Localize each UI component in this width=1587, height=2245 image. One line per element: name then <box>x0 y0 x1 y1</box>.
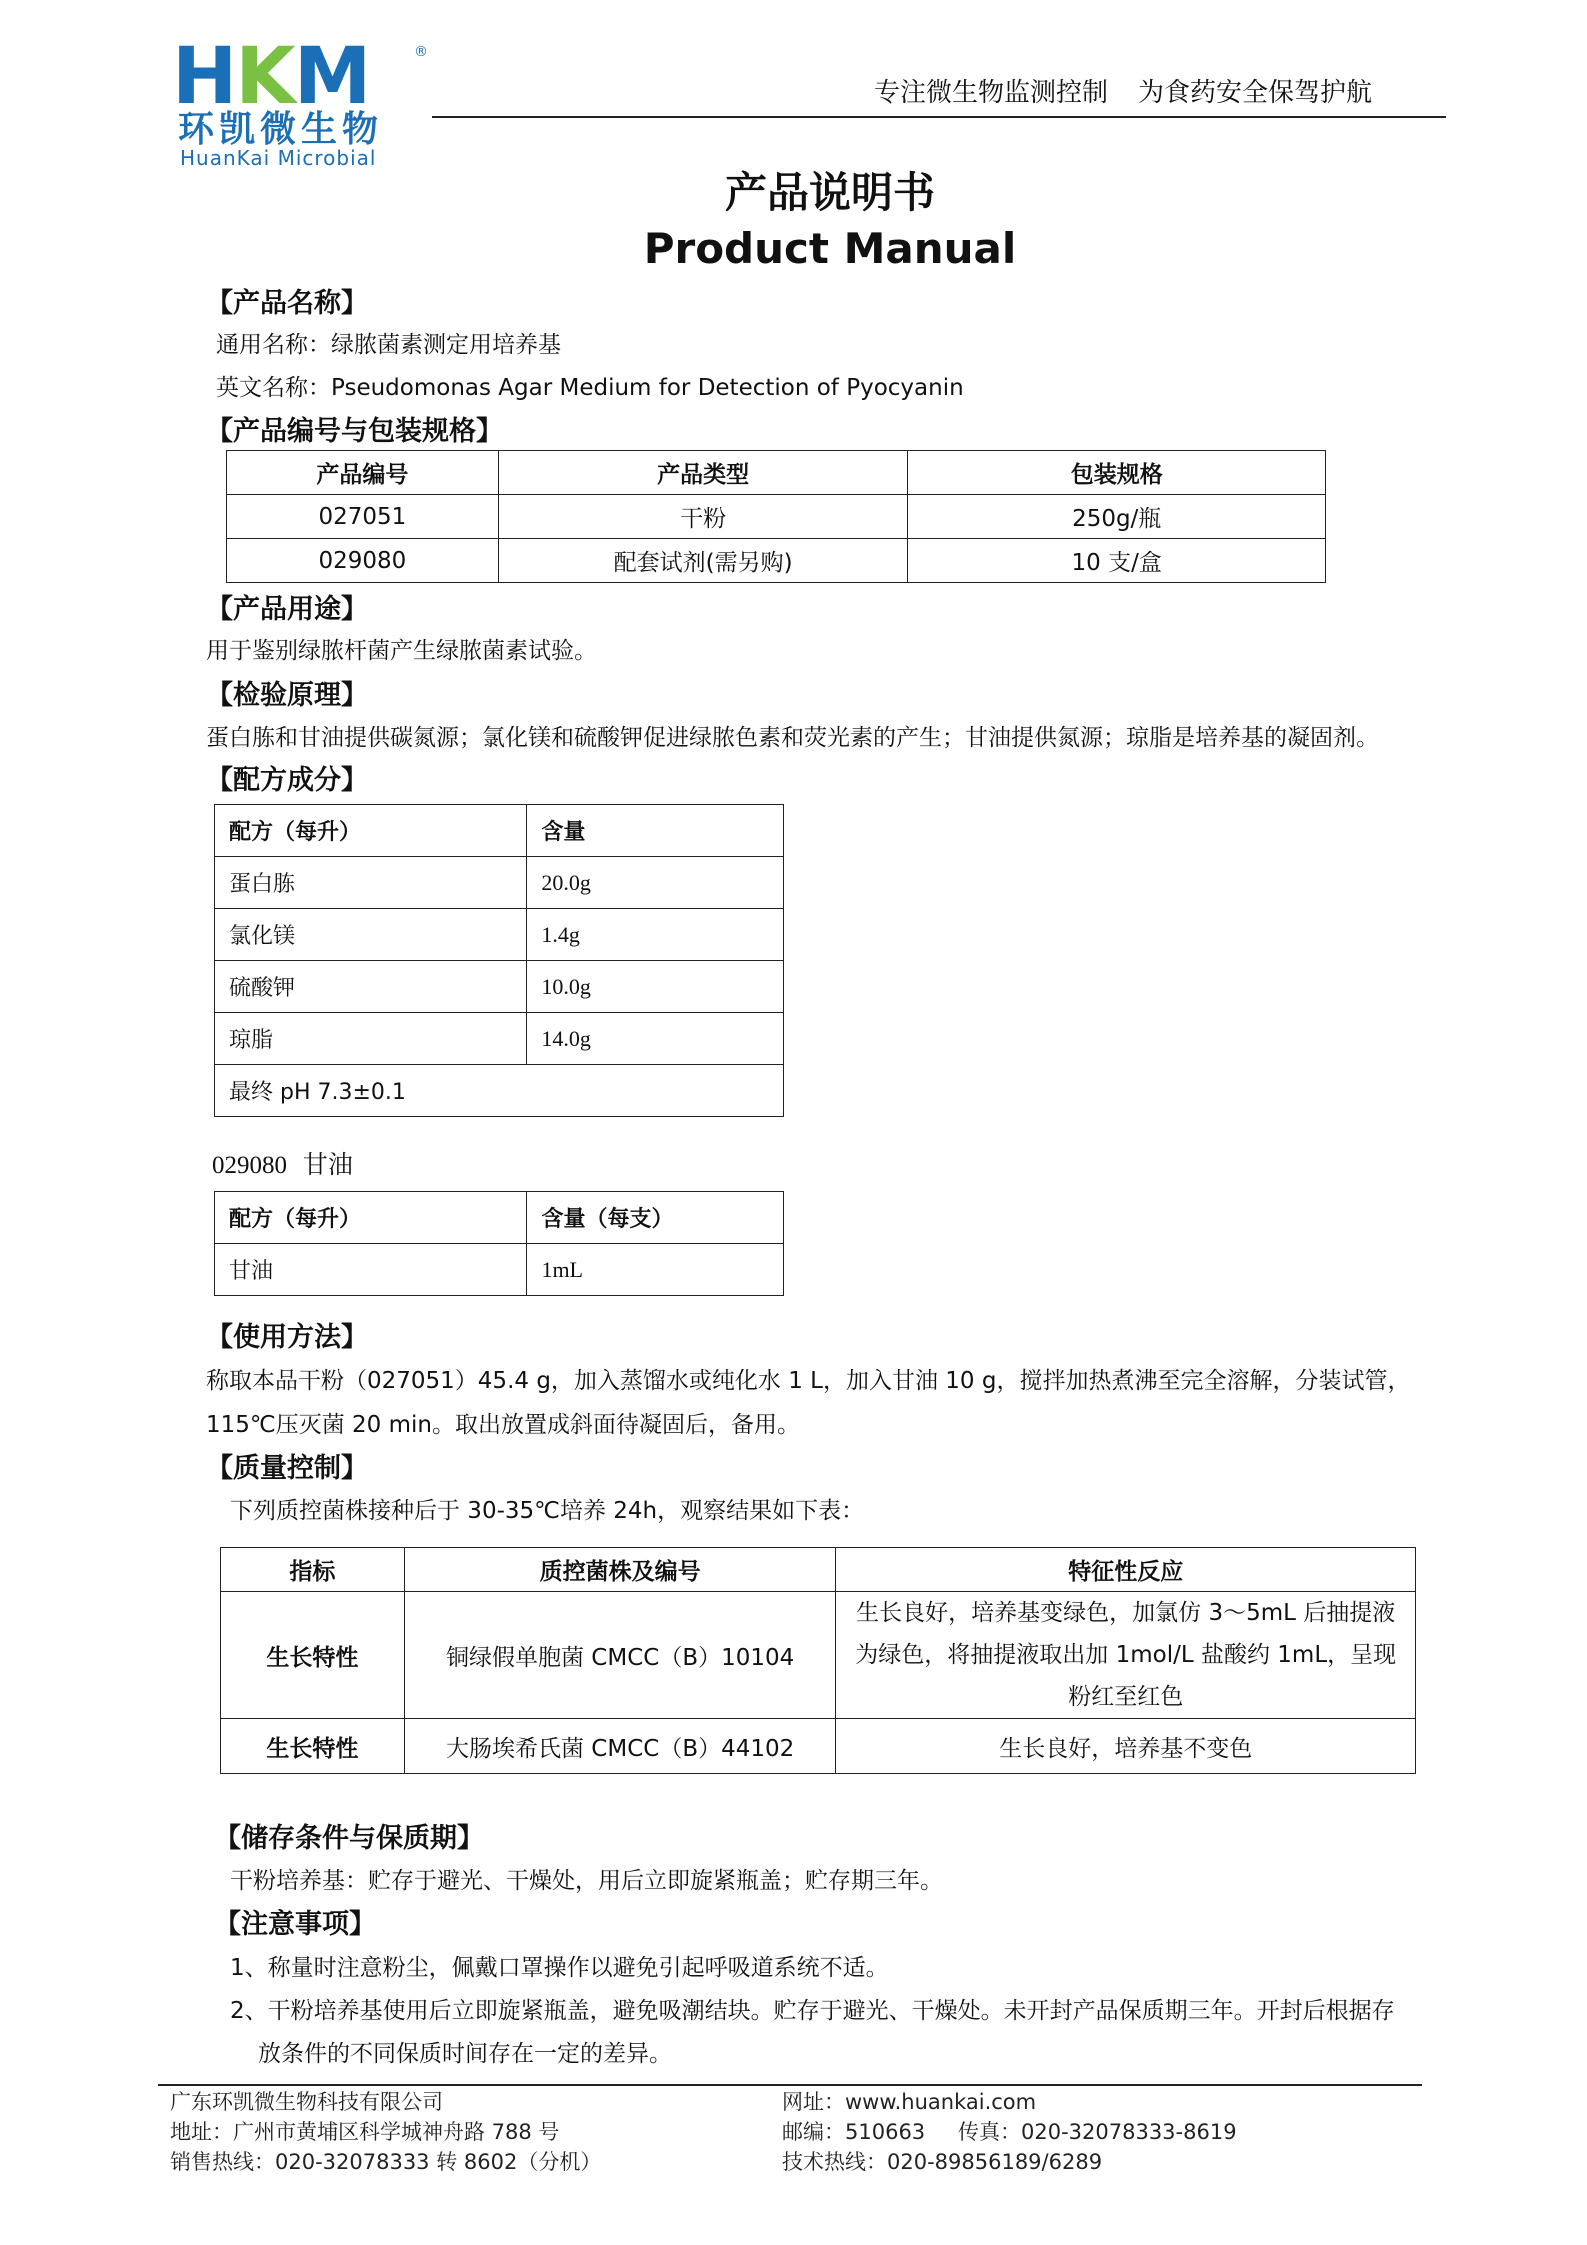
note-item-1: 1、称量时注意粉尘，佩戴口罩操作以避免引起呼吸道系统不适。 <box>230 1955 889 1981</box>
qc-intro: 下列质控菌株接种后于 30-35℃培养 24h，观察结果如下表： <box>230 1498 865 1524</box>
header-divider <box>432 116 1446 118</box>
table-row: 氯化镁 1.4g <box>215 909 784 961</box>
table-row: 029080 配套试剂(需另购) 10 支/盒 <box>227 539 1326 583</box>
table-row: 配方（每升） 含量 <box>215 805 784 857</box>
section-heading-principle: 【检验原理】 <box>206 680 368 711</box>
table-row: 硫酸钾 10.0g <box>215 961 784 1013</box>
table-row: 琼脂 14.0g <box>215 1013 784 1065</box>
slogan: 专注微生物监测控制 为食药安全保驾护航 <box>874 78 1373 108</box>
spec-col-code: 产品编号 <box>227 451 499 495</box>
qc-table: 指标 质控菌株及编号 特征性反应 生长特性 铜绿假单胞菌 CMCC（B）10104 生长良好，培养基变绿色，加氯仿 3～5mL 后抽提液 为绿色，将抽提液取出加 1mol/L 盐酸约 1mL，呈现 粉红至红色 生长特性 大肠埃希氏菌 CMCC（B）44102 生长良好，培养基不变色 <box>220 1547 1416 1774</box>
spec-table <box>226 450 1326 583</box>
table-row: 蛋白胨 20.0g <box>215 857 784 909</box>
footer-address: 地址：广州市黄埔区科学城神舟路 788 号 <box>170 2120 560 2144</box>
title-chinese: 产品说明书 <box>724 168 935 217</box>
english-name: 英文名称：Pseudomonas Agar Medium for Detection of Pyocyanin <box>216 375 964 401</box>
section-heading-notes: 【注意事项】 <box>214 1909 376 1940</box>
note-item-2-cont: 放条件的不同保质时间存在一定的差异。 <box>258 2041 672 2067</box>
section-heading-qc: 【质量控制】 <box>206 1453 368 1484</box>
table-row: 配方（每升） 含量（每支） <box>215 1192 784 1244</box>
section-heading-formula: 【配方成分】 <box>206 765 368 796</box>
logo-chinese-name: 环凯微生物 <box>178 109 384 150</box>
spec-col-type: 产品类型 <box>498 451 908 495</box>
footer-divider <box>158 2084 1422 2086</box>
logo-mark: HKM <box>172 32 370 122</box>
footer-sales: 销售热线：020-32078333 转 8602（分机） <box>170 2150 602 2174</box>
footer-fax: 传真：020-32078333-8619 <box>958 2120 1237 2144</box>
logo-english-name: HuanKai Microbial <box>180 146 377 170</box>
final-ph: 最终 pH 7.3±0.1 <box>215 1065 784 1117</box>
footer-postcode: 邮编：510663 <box>782 2120 926 2144</box>
spec-col-pack: 包装规格 <box>908 451 1326 495</box>
section-heading-method: 【使用方法】 <box>206 1322 368 1353</box>
storage-text: 干粉培养基：贮存于避光、干燥处，用后立即旋紧瓶盖；贮存期三年。 <box>230 1868 943 1894</box>
registered-mark: ® <box>414 44 428 60</box>
use-text: 用于鉴别绿脓杆菌产生绿脓菌素试验。 <box>206 638 597 664</box>
sub-formula-title: 029080 甘油 <box>212 1150 353 1179</box>
section-heading-name: 【产品名称】 <box>206 288 368 319</box>
table-row: 甘油 1mL <box>215 1244 784 1296</box>
section-heading-spec: 【产品编号与包装规格】 <box>206 416 503 447</box>
table-row <box>215 1065 784 1117</box>
footer-tech: 技术热线：020-89856189/6289 <box>782 2150 1103 2174</box>
section-heading-use: 【产品用途】 <box>206 594 368 625</box>
footer-company: 广东环凯微生物科技有限公司 <box>170 2090 443 2114</box>
title-english: Product Manual <box>643 224 1017 273</box>
table-row: 生长特性 铜绿假单胞菌 CMCC（B）10104 生长良好，培养基变绿色，加氯仿 3～5mL 后抽提液 为绿色，将抽提液取出加 1mol/L 盐酸约 1mL，呈现 粉红至红色 <box>221 1592 1416 1719</box>
formula-table <box>214 804 784 1117</box>
footer-website[interactable]: 网址：www.huankai.com <box>782 2090 1037 2114</box>
table-row: 生长特性 大肠埃希氏菌 CMCC（B）44102 生长良好，培养基不变色 <box>221 1719 1416 1774</box>
reaction-cell: 生长良好，培养基变绿色，加氯仿 3～5mL 后抽提液 为绿色，将抽提液取出加 1mol/L 盐酸约 1mL，呈现 粉红至红色 <box>836 1592 1416 1719</box>
method-line-1: 称取本品干粉（027051）45.4 g，加入蒸馏水或纯化水 1 L，加入甘油 10 g，搅拌加热煮沸至完全溶解，分装试管， <box>206 1368 1411 1394</box>
table-row: 027051 干粉 250g/瓶 <box>227 495 1326 539</box>
section-heading-storage: 【储存条件与保质期】 <box>214 1823 484 1854</box>
method-line-2: 115℃压灭菌 20 min。取出放置成斜面待凝固后，备用。 <box>206 1412 800 1438</box>
glycerol-table <box>214 1191 784 1296</box>
principle-text: 蛋白胨和甘油提供碳氮源；氯化镁和硫酸钾促进绿脓色素和荧光素的产生；甘油提供氮源；琼脂是培养基的凝固剂。 <box>206 725 1379 751</box>
common-name: 通用名称：绿脓菌素测定用培养基 <box>216 332 561 358</box>
note-item-2: 2、干粉培养基使用后立即旋紧瓶盖，避免吸潮结块。贮存于避光、干燥处。未开封产品保质期三年。开封后根据存 <box>230 1998 1395 2024</box>
